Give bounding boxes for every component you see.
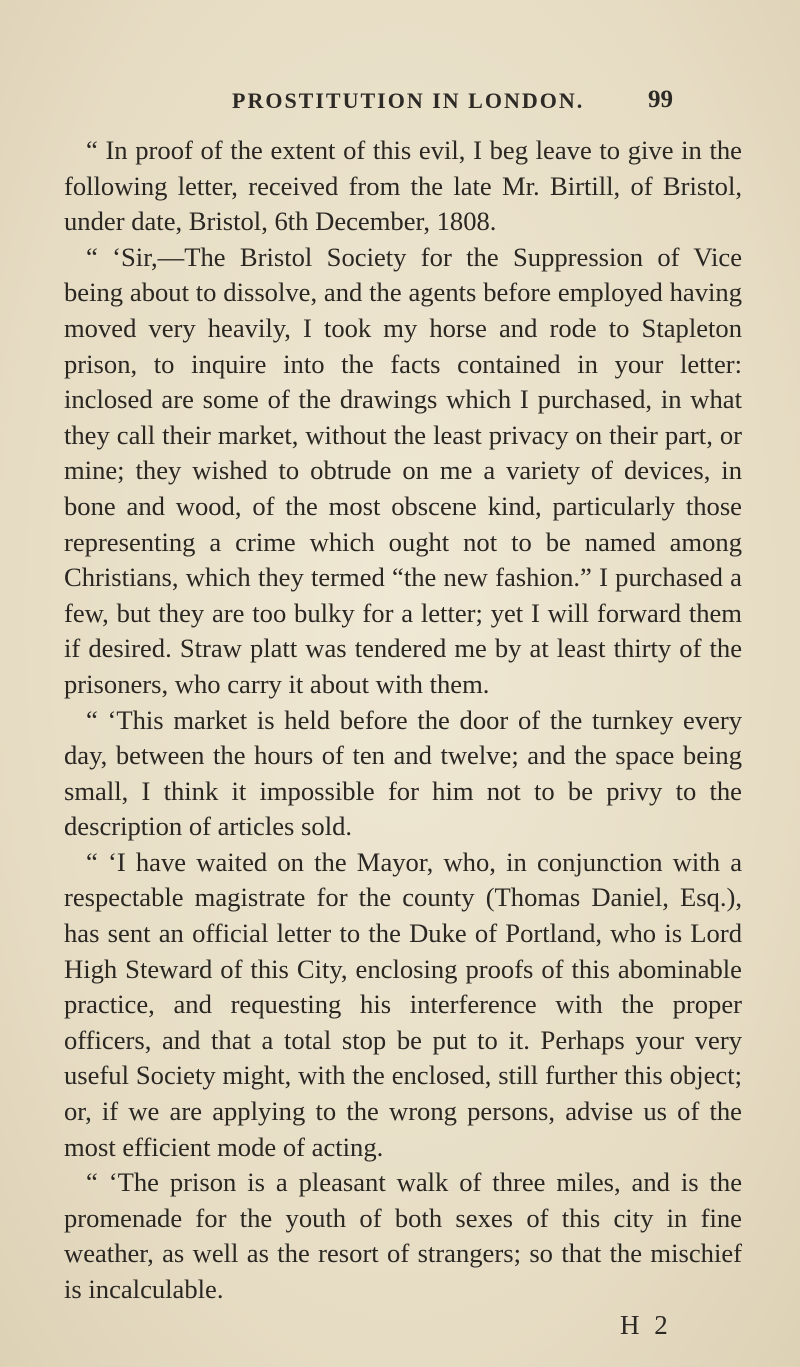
paragraph-intro: “ In proof of the extent of this evil, I beg leave to give in the following letter, received from the late Mr. Birtill, of Bristol, under date, Bristol, 6th December, 1808.: [64, 135, 742, 237]
paragraph-prison-walk: “ ‘The prison is a pleasant walk of three miles, and is the promenade for the youth of both sexes of this city in fine weather, as well as the resort of strangers; so that the mischief is incalculable.: [64, 1167, 742, 1304]
paragraph-market: “ ‘This market is held before the door of the turnkey every day, between the hours of ten and twelve; and the space being small, I think it impossible for him not to be privy to the description of articles sold.: [64, 704, 742, 842]
paragraph-mayor: “ ‘I have waited on the Mayor, who, in conjunction with a respectable magistrate for the county (Thomas Daniel, Esq.), has sent an official letter to the Duke of Portland, who is Lord High Steward of this City, enclosing proofs of this abominable practice, and requesting his interference with the proper officers, and that a total stop be put to it. Perhaps your very useful Society might, with the enclosed, still further this object; or, if we are applying to the wrong persons, advise us of the most efficient mode of acting.: [64, 846, 742, 1162]
running-head: [0, 88, 800, 118]
paragraph-letter-opening: “ ‘Sir,—The Bristol Society for the Suppression of Vice being about to dissolve, and the agents before employed having moved very heavily, I took my horse and rode to Stapleton prison, to inquire into the facts contained in your letter: inclosed are some of the drawings which I purchased, in what they call their market, without the least privacy on their part, or mine; they wished to obtrude on me a variety of devices, in bone and wood, of the most obscene kind, particularly those representing a crime which ought not to be named among Christians, which they termed “the new fashion.” I purchased a few, but they are too bulky for a letter; yet I will forward them if desired. Straw platt was tendered me by at least thirty of the prisoners, who carry it about with them.: [64, 241, 742, 699]
page-number: 99: [648, 86, 673, 113]
body-text: [64, 133, 742, 1308]
signature-mark: H 2: [620, 1310, 672, 1340]
running-title: PROSTITUTION IN LONDON.: [232, 88, 585, 113]
